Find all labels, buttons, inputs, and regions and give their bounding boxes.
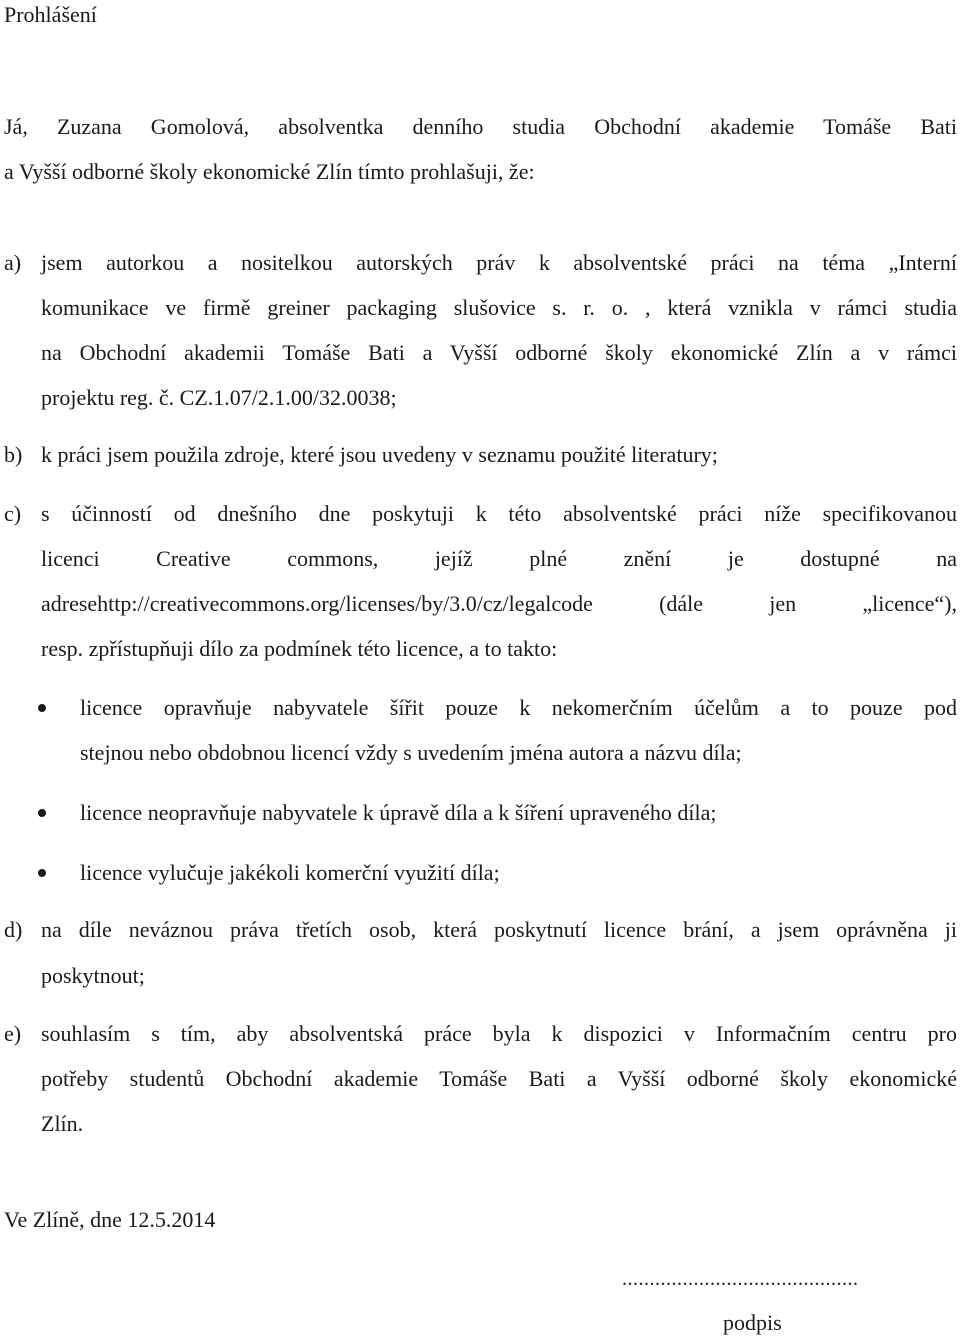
bullet-1-line-1: licence opravňuje nabyvatele šířit pouze k nekomerčním účelům a to pouze pod [80, 695, 957, 720]
item-c-line-4: resp. zpřístupňuji dílo za podmínek této licence, a to takto: [41, 636, 558, 661]
item-d-line-1: na díle neváznou práva třetích osob, která poskytnutí licence brání, a jsem oprávněna ji [41, 917, 957, 942]
item-a-label: a) [4, 250, 22, 275]
bullet-dot-icon [38, 704, 46, 712]
item-e-line-1: souhlasím s tím, aby absolventská práce byla k dispozici v Informačním centru pro [41, 1021, 957, 1046]
bullet-dot-icon [38, 809, 46, 817]
bullet-1-line-2: stejnou nebo obdobnou licencí vždy s uvedením jména autora a názvu díla; [80, 740, 742, 765]
bullet-3-line-1: licence vylučuje jakékoli komerční využití díla; [80, 860, 500, 885]
item-a-line-3: na Obchodní akademii Tomáše Bati a Vyšší odborné školy ekonomické Zlín a v rámci [41, 340, 957, 365]
place-date: Ve Zlíně, dne 12.5.2014 [4, 1207, 216, 1232]
bullet-2-line-1: licence neopravňuje nabyvatele k úpravě díla a k šíření upraveného díla; [80, 800, 717, 825]
item-a-line-2: komunikace ve firmě greiner packaging slušovice s. r. o. , která vznikla v rámci studia [41, 295, 957, 320]
item-d-label: d) [4, 917, 23, 942]
intro-line-1: Já, Zuzana Gomolová, absolventka denního studia Obchodní akademie Tomáše Bati [4, 114, 957, 139]
item-c-label: c) [4, 501, 22, 526]
item-e-line-3: Zlín. [41, 1111, 84, 1136]
item-d-line-2: poskytnout; [41, 963, 145, 988]
item-c-line-2: licenci Creative commons, jejíž plné znění je dostupné na [41, 546, 957, 571]
item-b-line-1: k práci jsem použila zdroje, které jsou uvedeny v seznamu použité literatury; [41, 442, 718, 467]
item-c-line-3: adresehttp://creativecommons.org/licenses/by/3.0/cz/legalcode (dále jen „licence“), [41, 591, 957, 616]
item-a-line-1: jsem autorkou a nositelkou autorských práv k absolventské práci na téma „Interní [41, 250, 957, 275]
item-a-line-4: projektu reg. č. CZ.1.07/2.1.00/32.0038; [41, 385, 397, 410]
signature-line: ........................................... [622, 1268, 859, 1290]
page-title: Prohlášení [4, 2, 97, 27]
item-e-line-2: potřeby studentů Obchodní akademie Tomáše Bati a Vyšší odborné školy ekonomické [41, 1066, 957, 1091]
intro-line-2: a Vyšší odborné školy ekonomické Zlín tímto prohlašuji, že: [4, 159, 535, 184]
item-e-label: e) [4, 1021, 22, 1046]
bullet-dot-icon [38, 869, 46, 877]
item-c-line-1: s účinností od dnešního dne poskytuji k této absolventské práci níže specifikovanou [41, 501, 957, 526]
signature-label: podpis [723, 1310, 782, 1335]
item-b-label: b) [4, 442, 23, 467]
